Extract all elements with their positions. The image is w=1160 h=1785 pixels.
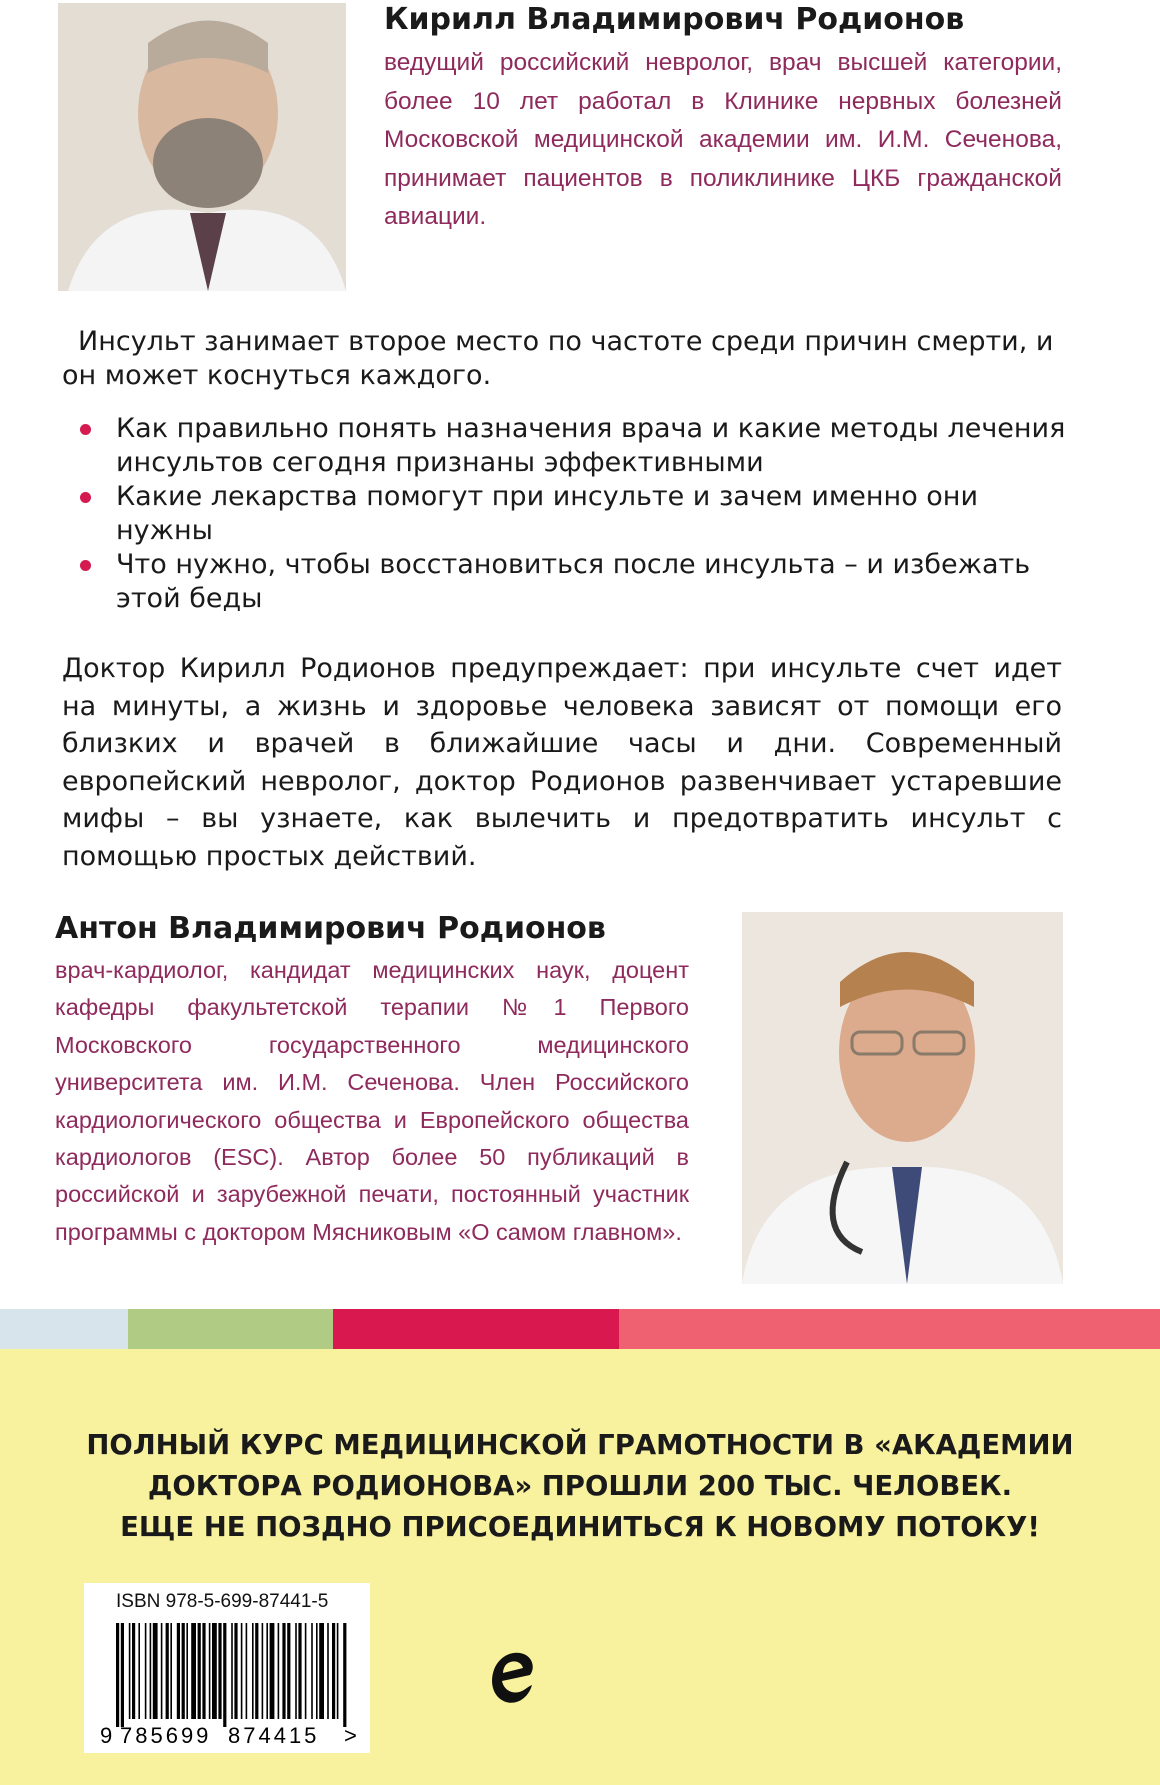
bullet-item-2: Какие лекарства помогут при инсульте и зачем именно они нужны xyxy=(76,480,1066,548)
barcode-bar xyxy=(170,1623,172,1719)
author2-photo xyxy=(742,912,1063,1284)
barcode-bar xyxy=(241,1623,243,1719)
author1-bio: ведущий российский невролог, врач высшей категории, более 10 лет работал в Клинике нервных болезней Московской медицинской академии им. И.М. Сеченова, принимает пациентов в поликлинике ЦКБ гражданской авиации. xyxy=(384,49,1062,231)
promo-line-1: ПОЛНЫЙ КУРС МЕДИЦИНСКОЙ ГРАМОТНОСТИ В «АКАДЕМИИ xyxy=(86,1429,1074,1461)
barcode-group-2: 874415 xyxy=(228,1723,320,1748)
bullet-list xyxy=(76,412,1066,616)
barcode-bar xyxy=(186,1623,188,1719)
barcode-bar xyxy=(132,1623,135,1719)
barcode-box xyxy=(84,1583,370,1753)
barcode-bar xyxy=(246,1623,248,1719)
stripe-1 xyxy=(0,1309,128,1349)
barcode-bar xyxy=(145,1623,147,1719)
barcode-bar xyxy=(177,1623,180,1719)
barcode-bar xyxy=(202,1623,205,1719)
barcode-bars xyxy=(116,1623,346,1727)
barcode-bar xyxy=(209,1623,211,1719)
barcode-bar xyxy=(161,1623,163,1719)
author2-bio: врач-кардиолог, кандидат медицинских наук, доцент кафедры факультетской терапии №1 Первого Московского государственного медицинского университета им. И.М. Сеченова. Член Российского кардиологического общества и Европейского общества кардиологов (ESC). Автор более 50 публикаций в российской и зарубежной печати, постоянный участник программы с доктором Мясниковым «О самом главном». xyxy=(55,957,689,1245)
barcode-bar xyxy=(298,1623,301,1719)
barcode-bar xyxy=(305,1623,307,1719)
barcode-bar xyxy=(234,1623,237,1719)
barcode-bar xyxy=(282,1623,285,1719)
barcode-bar xyxy=(295,1623,297,1719)
barcode-bar xyxy=(153,1623,158,1719)
barcode-bar xyxy=(212,1623,217,1719)
barcode-bar xyxy=(231,1623,233,1719)
barcode-bar xyxy=(182,1623,185,1719)
barcode-bar xyxy=(343,1623,346,1727)
description-paragraph: Доктор Кирилл Родионов предупреждает: при инсульте счет идет на минуты, а жизнь и здоровье человека зависят от помощи его близких и врачей в ближайшие часы и дни. Современный европейский невролог, доктор Родионов развенчивает устаревшие мифы – вы узнаете, как вылечить и предотвратить инсульт с помощью простых действий. xyxy=(62,653,1062,872)
barcode-bar xyxy=(266,1623,268,1719)
promo-line-3: ЕЩЕ НЕ ПОЗДНО ПРИСОЕДИНИТЬСЯ К НОВОМУ ПОТОКУ! xyxy=(120,1511,1040,1543)
barcode-bar xyxy=(150,1623,152,1719)
bullet-item-3: Что нужно, чтобы восстановиться после инсульта – и избежать этой беды xyxy=(76,548,1066,616)
promo-text xyxy=(0,1425,1160,1548)
stripe-4 xyxy=(619,1309,1160,1349)
barcode-bar xyxy=(129,1623,131,1719)
barcode-bar xyxy=(311,1623,313,1719)
barcode-bar xyxy=(270,1623,275,1719)
barcode-group-1: 785699 xyxy=(120,1723,212,1748)
author1-name: Кирилл Владимирович Родионов xyxy=(384,2,965,37)
barcode-first-digit: 9 xyxy=(100,1723,113,1748)
barcode-bar xyxy=(166,1623,169,1719)
color-stripes xyxy=(0,1309,1160,1349)
barcode-bar xyxy=(262,1623,264,1719)
barcode-bar xyxy=(319,1623,324,1719)
author2-name: Антон Владимирович Родионов xyxy=(55,911,606,946)
barcode-bar xyxy=(138,1623,140,1719)
barcode-bar xyxy=(121,1623,124,1727)
barcode-bar xyxy=(223,1623,226,1727)
barcode-bar xyxy=(191,1623,196,1719)
promo-line-2: ДОКТОРА РОДИОНОВА» ПРОШЛИ 200 ТЫС. ЧЕЛОВЕК. xyxy=(147,1470,1013,1502)
barcode-bar xyxy=(278,1623,280,1719)
publisher-logo-icon xyxy=(488,1645,538,1707)
barcode-bar xyxy=(252,1623,254,1719)
barcode-bar xyxy=(218,1623,221,1719)
barcode-bar xyxy=(316,1623,318,1719)
stripe-2 xyxy=(128,1309,333,1349)
barcode-bar xyxy=(337,1623,339,1719)
barcode-bar xyxy=(198,1623,201,1719)
barcode-bar xyxy=(255,1623,258,1719)
barcode-end-mark: > xyxy=(344,1723,357,1748)
barcode-bar xyxy=(327,1623,329,1719)
bullet-item-1: Как правильно понять назначения врача и какие методы лечения инсультов сегодня признаны эффективными xyxy=(76,412,1066,480)
barcode-bar xyxy=(116,1623,119,1727)
stripe-3 xyxy=(333,1309,619,1349)
barcode xyxy=(94,1623,360,1748)
author1-photo xyxy=(58,3,346,291)
barcode-bar xyxy=(332,1623,335,1719)
barcode-bar xyxy=(287,1623,290,1719)
isbn-label: ISBN 978-5-699-87441-5 xyxy=(116,1591,329,1612)
intro-paragraph: Инсульт занимает второе место по частоте среди причин смерти, и он может коснуться каждого. xyxy=(62,326,1054,391)
